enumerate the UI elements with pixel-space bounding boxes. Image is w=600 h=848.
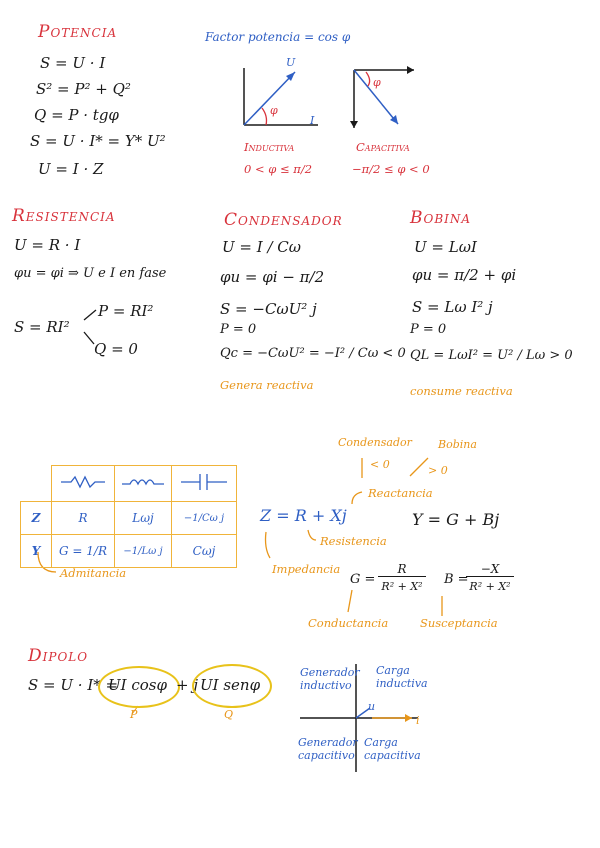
condensador-note: Genera reactiva bbox=[220, 378, 314, 392]
ind-i-label: I bbox=[310, 114, 315, 127]
zy-table bbox=[20, 465, 237, 568]
resistencia-eq-4: P = RI² bbox=[98, 302, 154, 320]
condensador-eq-2: φu = φi − π/2 bbox=[220, 268, 325, 286]
bobina-gt-note: Bobina bbox=[438, 438, 477, 451]
condensador-eq-4: P = 0 bbox=[220, 322, 257, 337]
condensador-eq-1: U = I / Cω bbox=[222, 238, 301, 256]
inductiva-cond: 0 < φ ≤ π/2 bbox=[244, 162, 313, 176]
quadrant-1-label: Carga inductiva bbox=[376, 664, 428, 690]
inductor-symbol-cell bbox=[115, 466, 172, 502]
g-numerator: R bbox=[378, 562, 426, 577]
ind-u-label: U bbox=[286, 56, 296, 69]
quadrant-4-label: Carga capacitiva bbox=[364, 736, 421, 762]
resistor-symbol-cell bbox=[52, 466, 115, 502]
susceptancia-note: Susceptancia bbox=[420, 616, 498, 630]
resistor-icon bbox=[53, 467, 113, 497]
condensador-title: Condensador bbox=[224, 210, 343, 230]
resistencia-note: Resistencia bbox=[320, 534, 387, 548]
b-denominator: R² + X² bbox=[469, 580, 511, 593]
condensador-eq-3: S = −CωU² j bbox=[220, 300, 317, 318]
bobina-eq-2: φu = π/2 + φi bbox=[412, 266, 517, 284]
resistencia-eq-3: S = RI² bbox=[14, 318, 70, 336]
potencia-eq-5: U = I · Z bbox=[38, 160, 104, 178]
resistencia-eq-2: φu = φi ⇒ U e I en fase bbox=[14, 266, 167, 281]
table-header-row bbox=[21, 466, 237, 502]
dipolo-title: Dipolo bbox=[28, 646, 89, 666]
factor-title: Factor potencia = cos φ bbox=[205, 30, 351, 44]
b-label: B = bbox=[444, 572, 469, 587]
cell-z-c: −1/Cω j bbox=[172, 502, 237, 535]
resistencia-title: Resistencia bbox=[12, 206, 116, 226]
bobina-eq-4: P = 0 bbox=[410, 322, 447, 337]
condensador-lt-note: Condensador bbox=[338, 436, 412, 449]
conductancia-note: Conductancia bbox=[308, 616, 389, 630]
cell-z-l: Lωj bbox=[115, 502, 172, 535]
y-equation: Y = G + Bj bbox=[412, 510, 500, 529]
plus-j: + j bbox=[176, 676, 198, 694]
capacitiva-cond: −π/2 ≤ φ < 0 bbox=[352, 162, 430, 176]
table-row bbox=[21, 502, 237, 535]
bobina-note: consume reactiva bbox=[410, 384, 513, 398]
quadrant-u-label: u bbox=[368, 700, 376, 713]
capacitor-icon bbox=[173, 467, 235, 497]
capacitiva-label: Capacitiva bbox=[356, 140, 410, 154]
inductiva-label: Inductiva bbox=[244, 140, 295, 154]
quadrant-2-label: Generador inductivo bbox=[300, 666, 360, 692]
cell-y-c: Cωj bbox=[172, 535, 237, 568]
table-row bbox=[21, 535, 237, 568]
row-head-z: Z bbox=[21, 502, 52, 535]
bobina-gt-value: > 0 bbox=[428, 464, 448, 477]
resistencia-eq-1: U = R · I bbox=[14, 236, 81, 254]
condensador-lt-value: < 0 bbox=[370, 458, 390, 471]
b-numerator: −X bbox=[466, 562, 514, 577]
potencia-eq-3: Q = P · tgφ bbox=[34, 106, 119, 124]
q-term: UI senφ bbox=[200, 676, 261, 694]
p-label: P bbox=[130, 708, 138, 721]
impedancia-note: Impedancia bbox=[272, 562, 341, 576]
cap-phi-label: φ bbox=[373, 76, 381, 89]
potencia-eq-1: S = U · I bbox=[40, 54, 106, 72]
bobina-eq-1: U = LωI bbox=[414, 238, 477, 256]
bobina-title: Bobina bbox=[410, 208, 472, 228]
bobina-eq-3: S = Lω I² j bbox=[412, 298, 493, 316]
ind-u-vector bbox=[244, 72, 295, 125]
cell-y-r: G = 1/R bbox=[52, 535, 115, 568]
g-label: G = bbox=[350, 572, 376, 587]
cell-z-r: R bbox=[52, 502, 115, 535]
p-term: UI cosφ bbox=[108, 676, 167, 694]
cell-y-l: −1/Lω j bbox=[115, 535, 172, 568]
row-head-y: Y bbox=[21, 535, 52, 568]
potencia-title: Potencia bbox=[38, 22, 118, 42]
capacitor-symbol-cell bbox=[172, 466, 237, 502]
q-label: Q bbox=[224, 708, 234, 721]
dipolo-eq-prefix: S = U · I* = bbox=[28, 676, 119, 694]
resistencia-eq-5: Q = 0 bbox=[94, 340, 138, 358]
admitancia-note: Admitancia bbox=[60, 566, 127, 580]
potencia-eq-4: S = U · I* = Y* U² bbox=[30, 132, 166, 150]
z-equation: Z = R + Xj bbox=[260, 506, 347, 525]
potencia-eq-2: S² = P² + Q² bbox=[36, 80, 131, 98]
bobina-eq-5: QL = LωI² = U² / Lω > 0 bbox=[410, 348, 573, 363]
condensador-eq-5: Qc = −CωU² = −I² / Cω < 0 bbox=[220, 346, 406, 361]
inductor-icon bbox=[116, 467, 170, 497]
g-denominator: R² + X² bbox=[381, 580, 423, 593]
quadrant-i-label: i bbox=[416, 714, 420, 727]
ind-phi-label: φ bbox=[270, 104, 278, 117]
reactancia-note: Reactancia bbox=[368, 486, 433, 500]
quadrant-3-label: Generador capacitivo bbox=[298, 736, 358, 762]
